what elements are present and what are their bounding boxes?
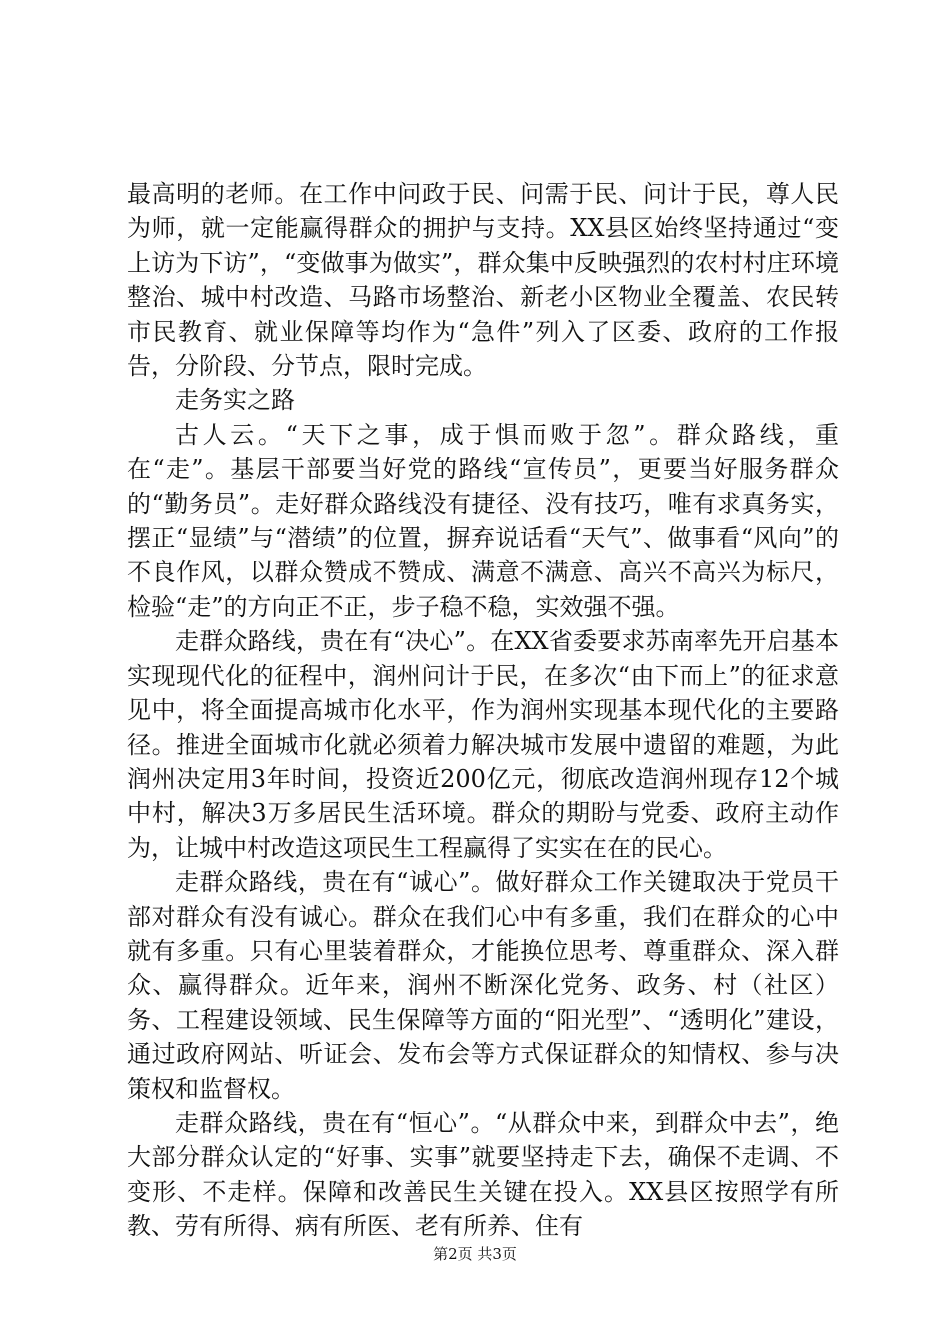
paragraph-determination: 走群众路线，贵在有“决心”。在XX省委要求苏南率先开启基本实现现代化的征程中，润州问计于民，在多次“由下而上”的征求意见中，将全面提高城市化水平，作为润州实现基本现代化的主要路径。推进全面城市化就必须着力解决城市发展中遗留的难题，为此润州决定用3年时间，投资近200亿元，彻底改造润州现存12个城中村，解决3万多居民生活环境。群众的期盼与党委、政府主动作为，让城中村改造这项民生工程赢得了实实在在的民心。: [127, 627, 839, 862]
paragraph-continuation: 最高明的老师。在工作中问政于民、问需于民、问计于民，尊人民为师，就一定能赢得群众的拥护与支持。XX县区始终坚持通过“变上访为下访”，“变做事为做实”，群众集中反映强烈的农村村庄环境整治、城中村改造、马路市场整治、新老小区物业全覆盖、农民转市民教育、就业保障等均作为“急件”列入了区委、政府的工作报告，分阶段、分节点，限时完成。: [127, 180, 839, 381]
page-footer: [0, 1244, 950, 1264]
page-number-label: 第2页 共3页: [433, 1245, 517, 1263]
paragraph-perseverance: 走群众路线，贵在有“恒心”。“从群众中来，到群众中去”，绝大部分群众认定的“好事、实事”就要坚持走下去，确保不走调、不变形、不走样。保障和改善民生关键在投入。XX县区按照学有所教、劳有所得、病有所医、老有所养、住有: [127, 1108, 839, 1241]
document-body: [127, 177, 839, 1244]
paragraph-sincerity: 走群众路线，贵在有“诚心”。做好群众工作关键取决于党员干部对群众有没有诚心。群众在我们心中有多重，我们在群众的心中就有多重。只有心里装着群众，才能换位思考、尊重群众、深入群众、赢得群众。近年来，润州不断深化党务、政务、村（社区）务、工程建设领域、民生保障等方面的“阳光型”、“透明化”建设，通过政府网站、听证会、发布会等方式保证群众的知情权、参与决策权和监督权。: [127, 868, 839, 1103]
section-heading: 走务实之路: [175, 386, 295, 415]
paragraph-intro: 古人云。“天下之事，成于惧而败于忽”。群众路线，重在“走”。基层干部要当好党的路线“宣传员”，更要当好服务群众的“勤务员”。走好群众路线没有捷径、没有技巧，唯有求真务实，摆正“显绩”与“潜绩”的位置，摒弃说话看“天气”、做事看“风向”的不良作风，以群众赞成不赞成、满意不满意、高兴不高兴为标尺，检验“走”的方向正不正，步子稳不稳，实效强不强。: [127, 420, 839, 621]
